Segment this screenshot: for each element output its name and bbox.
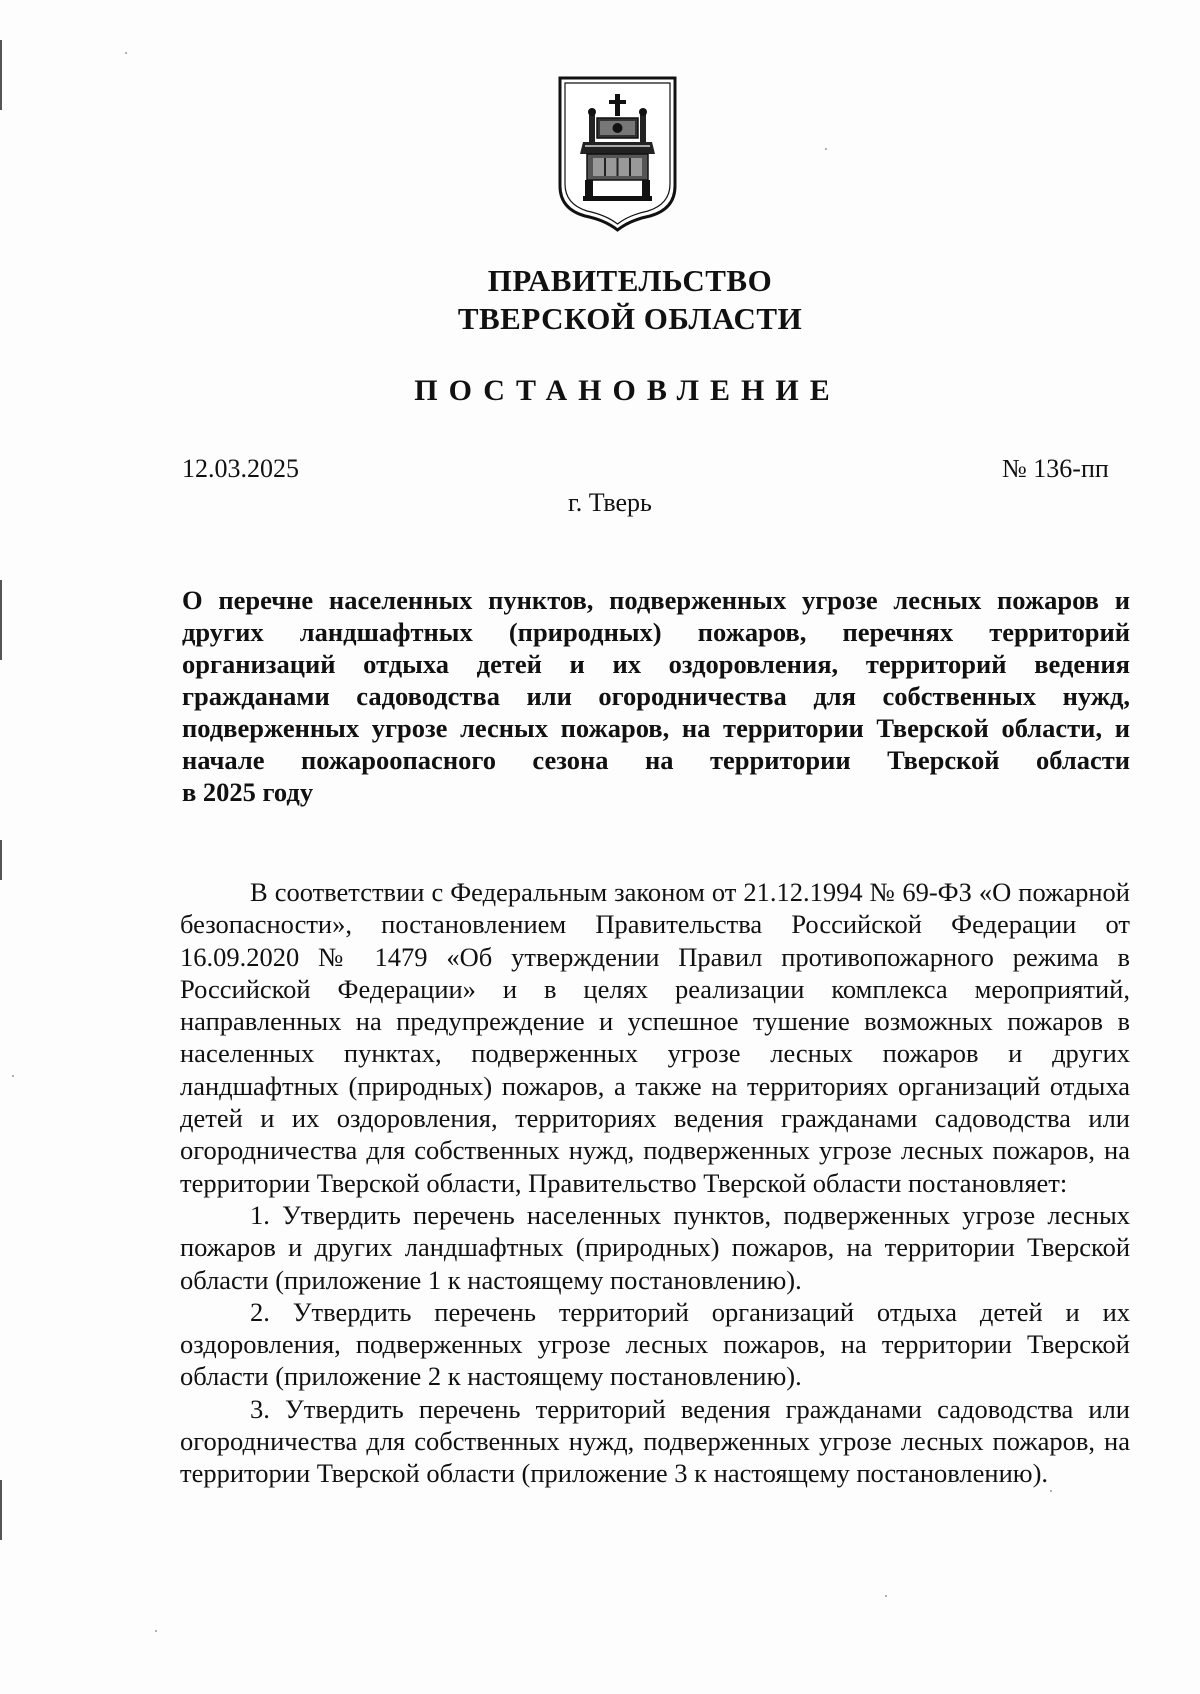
document-body xyxy=(180,876,1130,1490)
scan-speck xyxy=(12,1075,14,1077)
org-name-line-2: ТВЕРСКОЙ ОБЛАСТИ xyxy=(457,301,803,336)
scan-speck xyxy=(825,148,827,150)
scan-speck xyxy=(885,1595,887,1597)
list-item: 2. Утвердить перечень территорий организаций отдыха детей и их оздоровления, подверженных угрозе лесных пожаров, на территории Тверской области (приложение 2 к настоящему постановлению). xyxy=(180,1296,1130,1392)
list-item: 3. Утвердить перечень территорий ведения гражданами садоводства или огородничества для собственных нужд, подверженных угрозе лесных пожаров, на территории Тверской области (приложение 3 к настоящему постановлению). xyxy=(180,1393,1130,1489)
scan-artifact xyxy=(0,1480,2,1540)
tver-coat-of-arms-icon xyxy=(555,74,680,234)
scan-artifact xyxy=(0,840,2,880)
document-date: 12.03.2025 xyxy=(182,454,299,483)
document-number: № 136-пп xyxy=(1002,454,1109,483)
document-city: г. Тверь xyxy=(568,488,652,517)
org-name-line-1: ПРАВИТЕЛЬСТВО xyxy=(487,263,773,298)
scan-speck xyxy=(1050,1490,1052,1492)
document-type: ПОСТАНОВЛЕНИЕ xyxy=(414,374,841,407)
scan-speck xyxy=(155,1630,157,1632)
document-title xyxy=(182,584,1130,808)
document-title-last-line: в 2025 году xyxy=(182,777,314,807)
scan-artifact xyxy=(0,580,2,660)
scan-artifact xyxy=(0,40,2,110)
list-item: 1. Утвердить перечень населенных пунктов, подверженных угрозе лесных пожаров и других ландшафтных (природных) пожаров, на территории Тверской области (приложение 1 к настоящему постановлению). xyxy=(180,1199,1130,1295)
preamble-paragraph: В соответствии с Федеральным законом от 21.12.1994 № 69-ФЗ «О пожарной безопасности», постановлением Правительства Российской Федерации от 16.09.2020 № 1479 «Об утверждении Правил противопожарного режима в Российской Федерации» и в целях реализации комплекса мероприятий, направленных на предупреждение и успешное тушение возможных пожаров в населенных пунктах, подверженных угрозе лесных пожаров и других ландшафтных (природных) пожаров, а также на территориях организаций отдыха детей и их оздоровления, территориях ведения гражданами садоводства или огородничества для собственных нужд, подверженных угрозе лесных пожаров, на территории Тверской области, Правительство Тверской области постановляет: xyxy=(180,877,1130,1198)
scan-speck xyxy=(125,52,127,54)
document-title-main: О перечне населенных пунктов, подверженных угрозе лесных пожаров и других ландшафтных (природных) пожаров, перечнях территорий организаций отдыха детей и их оздоровления, территорий ведения гражданами садоводства или огородничества для собственных нужд, подверженных угрозе лесных пожаров, на территории Тверской области, и начале пожароопасного сезона на территории Тверской области xyxy=(182,585,1130,775)
